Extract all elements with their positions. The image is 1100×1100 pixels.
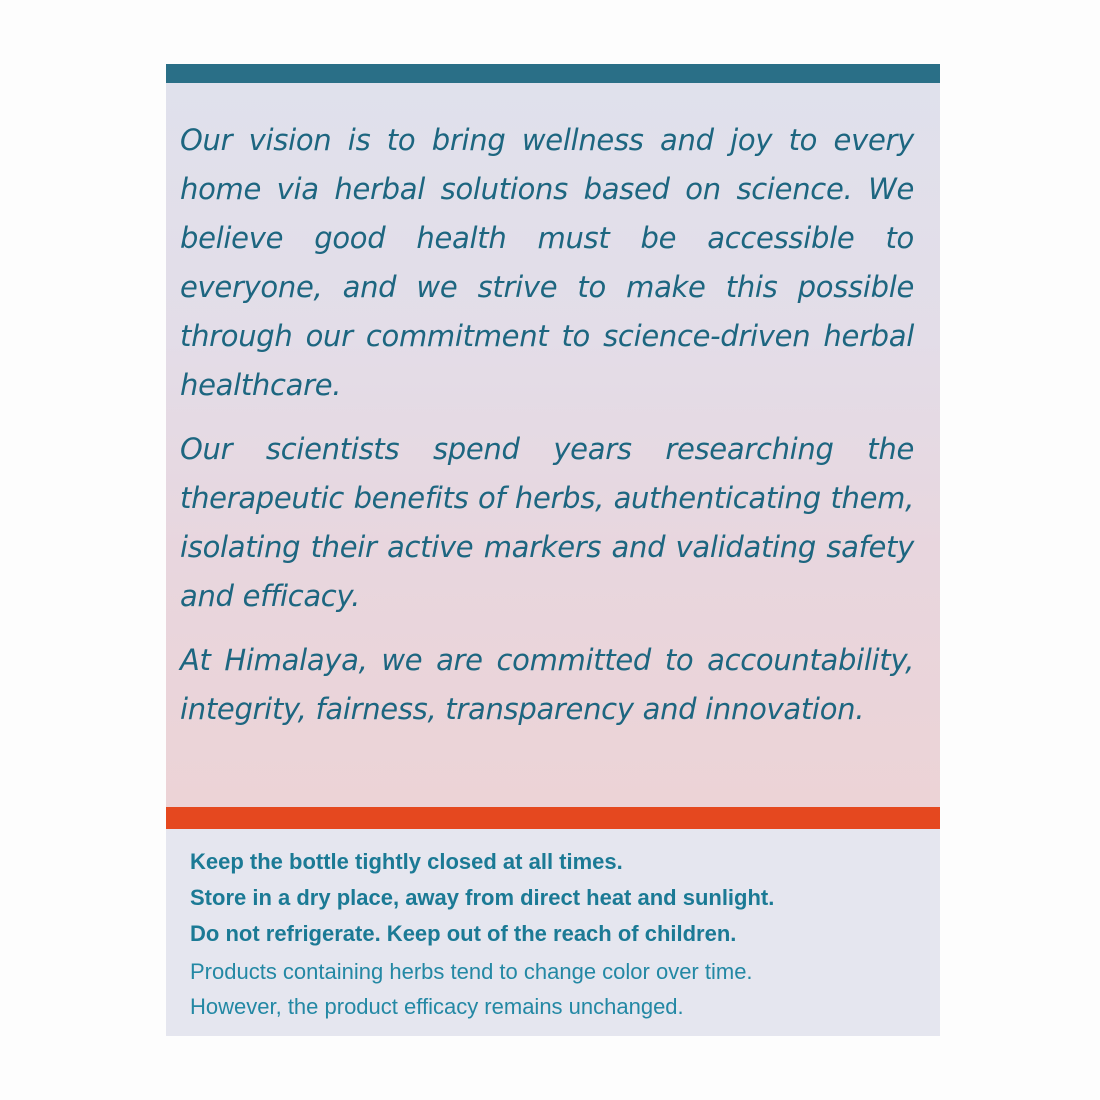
color-change-note: [190, 954, 930, 1024]
commitment-paragraph: At Himalaya, we are committed to accountability, integrity, fairness, transparency and innovation.: [180, 643, 914, 726]
orange-color-stripe: [166, 807, 940, 829]
note-line: Products containing herbs tend to change color over time.: [190, 959, 753, 984]
vision-paragraph: Our vision is to bring wellness and joy to every home via herbal solutions based on science. We believe good health must be accessible to everyone, and we strive to make this possible through our commitment to science-driven herbal healthcare.: [180, 123, 914, 402]
vision-panel: [166, 83, 940, 807]
storage-line: Keep the bottle tightly closed at all times.: [190, 849, 623, 874]
scientists-paragraph: Our scientists spend years researching the therapeutic benefits of herbs, authenticating them, isolating their active markers and validating safety and efficacy.: [180, 432, 914, 613]
vision-text: [180, 116, 914, 749]
storage-line: Store in a dry place, away from direct heat and sunlight.: [190, 885, 775, 910]
note-line: However, the product efficacy remains unchanged.: [190, 994, 684, 1019]
storage-panel: [166, 829, 940, 1036]
product-label: [166, 64, 940, 1036]
storage-line: Do not refrigerate. Keep out of the reach of children.: [190, 921, 737, 946]
top-color-stripe: [166, 64, 940, 83]
storage-instructions: [190, 844, 930, 952]
